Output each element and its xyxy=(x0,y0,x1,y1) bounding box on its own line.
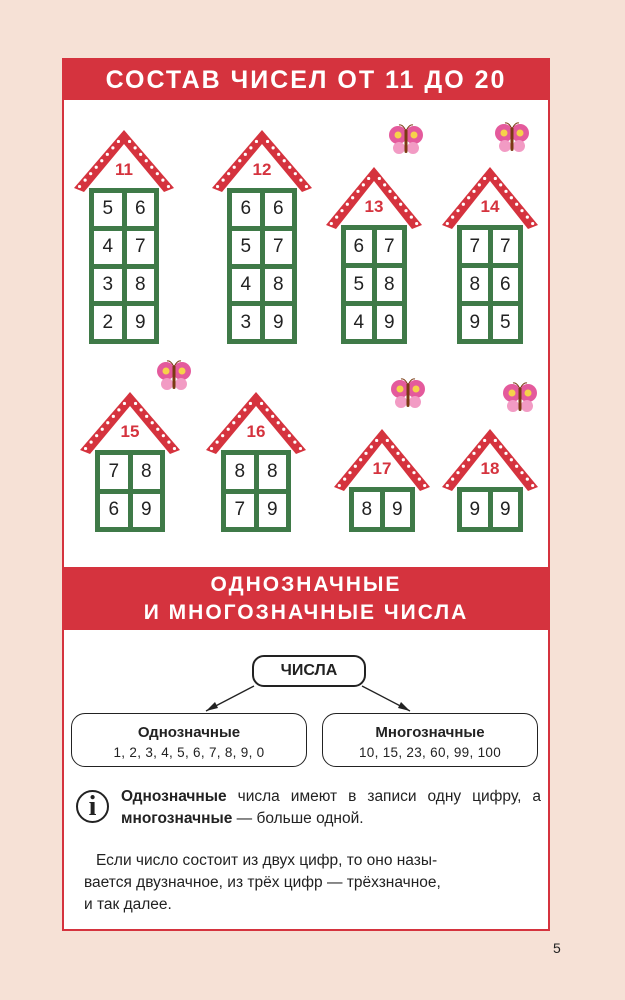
house-number: 18 xyxy=(480,459,500,478)
grid-cell: 3 xyxy=(93,268,123,303)
info-text xyxy=(121,786,541,830)
grid-cell: 2 xyxy=(93,305,123,340)
grid-cell: 3 xyxy=(231,305,261,340)
page xyxy=(62,58,550,931)
grid-cell: 8 xyxy=(376,267,404,302)
page-number: 5 xyxy=(553,940,561,956)
grid-cell: 9 xyxy=(126,305,156,340)
grid-cell: 5 xyxy=(345,267,373,302)
grid-cell: 8 xyxy=(225,454,255,490)
info-text-1: числа имеют в записи одну цифру, а xyxy=(226,788,541,805)
grid-cell: 5 xyxy=(93,192,123,227)
grid-cell: 7 xyxy=(264,230,294,265)
grid-cell: 8 xyxy=(132,454,162,490)
house-number: 12 xyxy=(252,160,272,179)
info-text-2: — больше одной. xyxy=(232,810,364,827)
paragraph-line1: Если число состоит из двух цифр, то оно назы- xyxy=(96,852,438,869)
grid-cell: 7 xyxy=(376,229,404,264)
grid-cell: 7 xyxy=(492,229,520,264)
multi-digit-title: Многозначные xyxy=(375,724,485,741)
grid-cell: 6 xyxy=(99,493,129,529)
page-title: СОСТАВ ЧИСЕЛ ОТ 11 ДО 20 xyxy=(64,60,548,100)
grid-cell: 9 xyxy=(384,491,412,528)
grid-cell: 9 xyxy=(258,493,288,529)
paragraph-line3: и так далее. xyxy=(84,896,172,913)
section-title-line2: И МНОГОЗНАЧНЫЕ ЧИСЛА xyxy=(143,601,469,624)
grid-cell: 8 xyxy=(264,268,294,303)
grid-cell: 4 xyxy=(345,305,373,340)
diagram-root: ЧИСЛА xyxy=(252,655,366,687)
grid-cell: 9 xyxy=(461,491,489,528)
grid-cell: 8 xyxy=(258,454,288,490)
grid-cell: 7 xyxy=(225,493,255,529)
multi-digit-box xyxy=(322,713,538,767)
house-number: 13 xyxy=(364,197,384,216)
single-digit-values: 1, 2, 3, 4, 5, 6, 7, 8, 9, 0 xyxy=(113,745,265,760)
grid-cell: 9 xyxy=(132,493,162,529)
grid-cell: 8 xyxy=(461,267,489,302)
grid-cell: 7 xyxy=(461,229,489,264)
section-title-line1: ОДНОЗНАЧНЫЕ xyxy=(210,573,402,596)
house-number: 11 xyxy=(115,160,133,179)
grid-cell: 9 xyxy=(492,491,520,528)
grid-cell: 5 xyxy=(231,230,261,265)
grid-cell: 9 xyxy=(376,305,404,340)
grid-cell: 5 xyxy=(492,305,520,340)
house-number: 14 xyxy=(480,197,500,216)
grid-cell: 8 xyxy=(126,268,156,303)
paragraph-line2: вается двузначное, из трёх цифр — трёхзначное, xyxy=(84,874,441,891)
grid-cell: 4 xyxy=(231,268,261,303)
info-icon: i xyxy=(76,790,109,823)
grid-cell: 6 xyxy=(126,192,156,227)
single-digit-title: Однозначные xyxy=(137,724,241,741)
grid-cell: 6 xyxy=(231,192,261,227)
multi-digit-values: 10, 15, 23, 60, 99, 100 xyxy=(358,745,501,760)
info-bold-multi: многозначные xyxy=(121,810,233,827)
house-number: 16 xyxy=(246,422,266,441)
house-number: 15 xyxy=(120,422,140,441)
grid-cell: 8 xyxy=(353,491,381,528)
grid-cell: 7 xyxy=(126,230,156,265)
grid-cell: 4 xyxy=(93,230,123,265)
grid-cell: 6 xyxy=(345,229,373,264)
grid-cell: 6 xyxy=(492,267,520,302)
house-number: 17 xyxy=(372,459,392,478)
grid-cell: 7 xyxy=(99,454,129,490)
grid-cell: 6 xyxy=(264,192,294,227)
explanation-paragraph xyxy=(84,850,539,916)
grid-cell: 9 xyxy=(461,305,489,340)
grid-cell: 9 xyxy=(264,305,294,340)
info-bold-single: Однозначные xyxy=(121,788,227,805)
single-digit-box xyxy=(71,713,307,767)
